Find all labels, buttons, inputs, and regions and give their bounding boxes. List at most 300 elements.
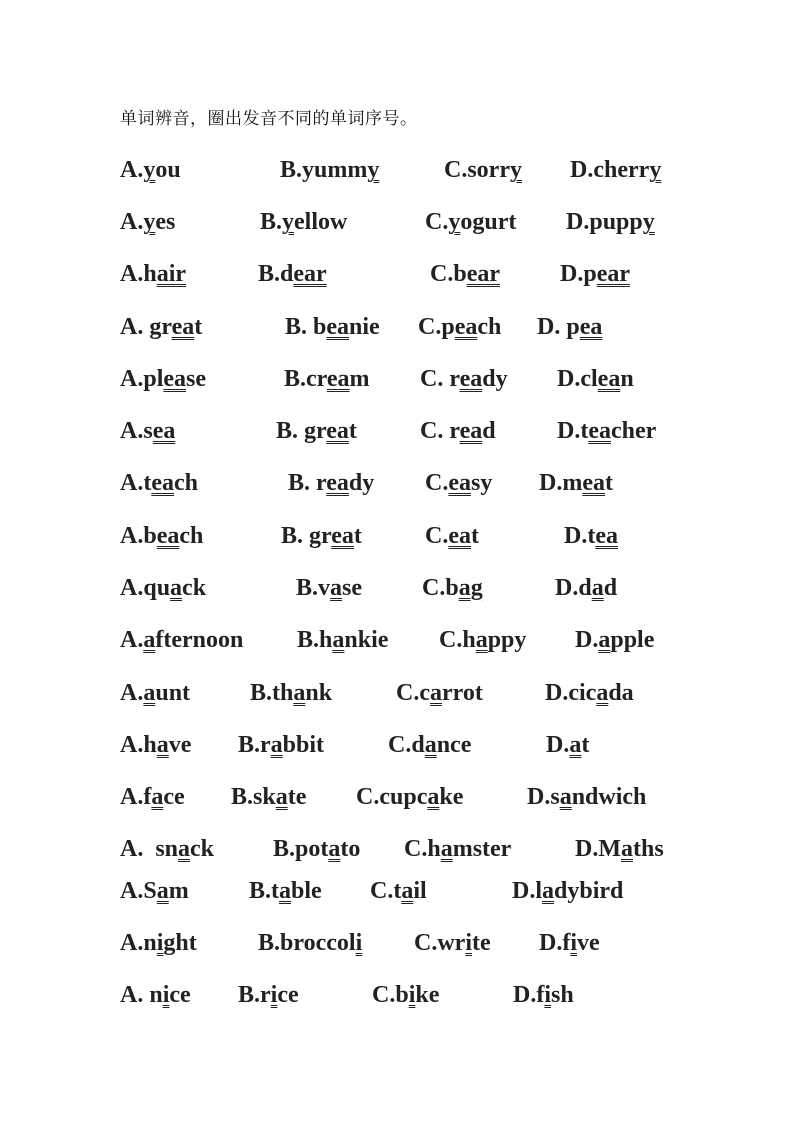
option-b[interactable] xyxy=(238,982,299,1009)
option-prefix: B. xyxy=(296,575,319,601)
word-part: b xyxy=(313,314,327,340)
question-row xyxy=(0,470,794,504)
option-prefix: A. xyxy=(120,157,144,183)
underlined-letters: ag xyxy=(458,575,483,601)
underlined-letters: a xyxy=(598,627,611,653)
underlined-letters: ea xyxy=(588,418,611,444)
option-prefix: A. xyxy=(120,523,144,549)
option-b[interactable] xyxy=(285,314,380,341)
question-row xyxy=(0,982,794,1016)
option-prefix: D. xyxy=(539,470,563,496)
word-part: t xyxy=(471,523,479,549)
question-row xyxy=(0,209,794,243)
underlined-letters: i xyxy=(355,930,363,956)
question-row xyxy=(0,680,794,714)
option-prefix: B. xyxy=(250,680,273,706)
word-part: t xyxy=(587,523,596,549)
option-prefix: A. xyxy=(120,470,144,496)
word-part: mster xyxy=(452,836,512,862)
question-row xyxy=(0,314,794,348)
question-row xyxy=(0,784,794,818)
option-b[interactable] xyxy=(260,209,347,236)
underlined-letters: a xyxy=(293,680,306,706)
option-a[interactable] xyxy=(120,157,181,184)
word-part: b xyxy=(445,575,459,601)
word-part: ndwich xyxy=(571,784,647,810)
word-part: ke xyxy=(439,784,464,810)
option-c[interactable] xyxy=(425,523,479,550)
option-prefix: B. xyxy=(258,930,281,956)
word-part: ve xyxy=(577,930,600,956)
underlined-letters: ea xyxy=(448,523,471,549)
option-prefix: A. xyxy=(120,732,144,758)
word-part: ths xyxy=(633,836,664,862)
word-part: gr xyxy=(309,523,332,549)
option-b[interactable] xyxy=(288,470,374,497)
option-b[interactable] xyxy=(258,930,362,957)
question-row xyxy=(0,732,794,766)
option-a[interactable] xyxy=(120,732,191,759)
option-c[interactable] xyxy=(430,261,500,288)
option-b[interactable] xyxy=(258,261,327,288)
word-part: h xyxy=(319,627,333,653)
word-part: ogurt xyxy=(460,209,517,235)
option-d[interactable] xyxy=(564,523,618,550)
word-part: dy xyxy=(348,470,375,496)
underlined-letters: a xyxy=(178,836,191,862)
question-row xyxy=(0,261,794,295)
option-b[interactable] xyxy=(284,366,370,393)
word-part: s xyxy=(143,418,153,444)
word-part: ck xyxy=(182,575,207,601)
option-prefix: B. xyxy=(297,627,320,653)
option-c[interactable] xyxy=(425,470,492,497)
word-part: sorr xyxy=(467,157,510,183)
option-prefix: B. xyxy=(231,784,254,810)
option-c[interactable] xyxy=(372,982,439,1009)
option-prefix: C. xyxy=(372,982,396,1008)
underlined-letters: ea xyxy=(326,366,350,392)
option-prefix: B. xyxy=(260,209,283,235)
underlined-letters: ea xyxy=(152,418,176,444)
option-b[interactable] xyxy=(280,157,379,184)
option-prefix: D. xyxy=(513,982,537,1008)
underlined-letters: ea xyxy=(454,314,478,340)
word-part: nkie xyxy=(344,627,389,653)
word-part: dybird xyxy=(554,878,624,904)
question-row xyxy=(0,366,794,400)
word-part: ck xyxy=(190,836,215,862)
underlined-letters: a xyxy=(475,627,488,653)
option-prefix: A. xyxy=(120,878,144,904)
underlined-letters: a xyxy=(569,732,582,758)
option-a[interactable] xyxy=(120,627,243,654)
word-part: il xyxy=(413,878,427,904)
option-a[interactable] xyxy=(120,680,190,707)
word-part: th xyxy=(272,680,294,706)
option-c[interactable] xyxy=(388,732,471,759)
underlined-letters: a xyxy=(591,575,604,601)
underlined-letters: y xyxy=(510,157,522,183)
underlined-letters: a xyxy=(328,836,341,862)
word-part: cher xyxy=(611,418,657,444)
option-a[interactable] xyxy=(120,523,203,550)
option-prefix: D. xyxy=(575,836,599,862)
option-c[interactable] xyxy=(439,627,526,654)
option-prefix: C. xyxy=(422,575,446,601)
option-a[interactable] xyxy=(120,261,186,288)
option-c[interactable] xyxy=(425,209,516,236)
word-part: cherr xyxy=(593,157,650,183)
option-c[interactable] xyxy=(404,836,511,863)
word-part: d xyxy=(411,732,425,758)
word-part: h xyxy=(143,732,157,758)
option-prefix: A. xyxy=(120,209,144,235)
underlined-letters: ea xyxy=(579,314,603,340)
word-part: t xyxy=(143,470,152,496)
option-b[interactable] xyxy=(297,627,388,654)
question-row xyxy=(0,575,794,609)
underlined-letters: a xyxy=(170,575,183,601)
word-part: pl xyxy=(143,366,164,392)
word-part: f xyxy=(143,784,152,810)
option-prefix: B. xyxy=(285,314,314,340)
option-prefix: C. xyxy=(414,930,438,956)
option-b[interactable] xyxy=(250,680,332,707)
option-prefix: B. xyxy=(288,470,317,496)
option-prefix: D. xyxy=(537,314,567,340)
word-part: h xyxy=(427,836,441,862)
word-part: t xyxy=(580,418,589,444)
underlined-letters: y xyxy=(143,209,156,235)
option-prefix: C. xyxy=(425,470,449,496)
word-part: dy xyxy=(482,366,508,392)
option-a[interactable] xyxy=(120,470,198,497)
underlined-letters: ea xyxy=(597,366,621,392)
underlined-letters: ea xyxy=(156,523,180,549)
option-prefix: D. xyxy=(566,209,590,235)
option-d[interactable] xyxy=(575,836,664,863)
word-part: ou xyxy=(155,157,181,183)
option-d[interactable] xyxy=(546,732,589,759)
underlined-letters: a xyxy=(440,836,453,862)
underlined-letters: y xyxy=(367,157,380,183)
option-prefix: A. xyxy=(120,366,144,392)
word-part: broccol xyxy=(280,930,356,956)
option-prefix: D. xyxy=(557,418,581,444)
underlined-letters: y xyxy=(448,209,461,235)
underlined-letters: a xyxy=(279,878,292,904)
underlined-letters: ear xyxy=(466,261,501,287)
option-prefix: B. xyxy=(238,732,261,758)
option-prefix: A. xyxy=(120,836,156,862)
option-d[interactable] xyxy=(575,627,654,654)
option-c[interactable] xyxy=(414,930,491,957)
word-part: p xyxy=(566,314,580,340)
underlined-letters: a xyxy=(542,878,555,904)
option-prefix: A. xyxy=(120,314,150,340)
option-prefix: C. xyxy=(425,209,449,235)
word-part: fternoon xyxy=(155,627,244,653)
word-part: r xyxy=(260,732,271,758)
underlined-letters: a xyxy=(430,680,442,706)
word-part: te xyxy=(287,784,307,810)
word-part: ce xyxy=(163,784,185,810)
word-part: ch xyxy=(179,523,204,549)
option-prefix: C. xyxy=(356,784,380,810)
option-prefix: A. xyxy=(120,982,150,1008)
option-prefix: B. xyxy=(258,261,281,287)
word-part: ke xyxy=(415,982,440,1008)
option-a[interactable] xyxy=(120,209,175,236)
word-part: t xyxy=(393,878,402,904)
option-d[interactable] xyxy=(539,930,600,957)
word-part: t xyxy=(271,878,280,904)
option-prefix: C. xyxy=(425,523,449,549)
word-part: t xyxy=(605,470,613,496)
word-part: d xyxy=(280,261,294,287)
instruction-text: 单词辨音，圈出发音不同的单词序号。 xyxy=(120,109,418,129)
word-part: t xyxy=(581,732,590,758)
option-b[interactable] xyxy=(238,732,324,759)
word-part: f xyxy=(536,982,545,1008)
option-d[interactable] xyxy=(537,314,602,341)
option-b[interactable] xyxy=(296,575,362,602)
underlined-letters: a xyxy=(151,784,164,810)
option-a[interactable] xyxy=(120,575,206,602)
option-prefix: A. xyxy=(120,627,144,653)
option-prefix: B. xyxy=(284,366,307,392)
option-prefix: C. xyxy=(418,314,442,340)
word-part: es xyxy=(155,209,176,235)
underlined-letters: a xyxy=(275,784,288,810)
underlined-letters: i xyxy=(270,982,278,1008)
word-part: nce xyxy=(436,732,472,758)
word-part: d xyxy=(603,575,618,601)
option-b[interactable] xyxy=(231,784,306,811)
option-prefix: B. xyxy=(281,523,310,549)
underlined-letters: ea xyxy=(326,418,349,444)
option-a[interactable] xyxy=(120,836,214,863)
question-row xyxy=(0,878,794,912)
option-prefix: A. xyxy=(120,930,144,956)
option-c[interactable] xyxy=(422,575,483,602)
option-a[interactable] xyxy=(120,878,189,905)
question-row xyxy=(0,627,794,661)
word-part: ch xyxy=(477,314,502,340)
word-part: d xyxy=(578,575,592,601)
word-part: pot xyxy=(295,836,329,862)
option-c[interactable] xyxy=(356,784,463,811)
underlined-letters: i xyxy=(465,930,472,956)
option-prefix: B. xyxy=(276,418,305,444)
underlined-letters: y xyxy=(642,209,655,235)
word-part: m xyxy=(349,366,370,392)
underlined-letters: a xyxy=(427,784,440,810)
word-part: l xyxy=(535,878,543,904)
word-part: pple xyxy=(610,627,655,653)
option-d[interactable] xyxy=(566,209,655,236)
option-c[interactable] xyxy=(420,418,496,445)
underlined-letters: a xyxy=(559,784,572,810)
word-part: sn xyxy=(155,836,179,862)
option-d[interactable] xyxy=(545,680,634,707)
option-a[interactable] xyxy=(120,784,185,811)
option-d[interactable] xyxy=(512,878,623,905)
option-a[interactable] xyxy=(120,982,191,1009)
option-d[interactable] xyxy=(570,157,661,184)
underlined-letters: a xyxy=(270,732,283,758)
word-part: ch xyxy=(174,470,198,496)
word-part: s xyxy=(550,784,560,810)
underlined-letters: y xyxy=(649,157,662,183)
option-d[interactable] xyxy=(513,982,574,1009)
underlined-letters: ea xyxy=(459,366,483,392)
word-part: f xyxy=(562,930,571,956)
word-part: cic xyxy=(568,680,597,706)
word-part: m xyxy=(562,470,583,496)
option-prefix: C. xyxy=(420,366,450,392)
option-b[interactable] xyxy=(276,418,357,445)
option-prefix: C. xyxy=(396,680,420,706)
word-part: ve xyxy=(168,732,192,758)
word-part: sh xyxy=(551,982,574,1008)
underlined-letters: i xyxy=(544,982,552,1008)
option-a[interactable] xyxy=(120,314,202,341)
underlined-letters: y xyxy=(282,209,295,235)
option-prefix: C. xyxy=(404,836,428,862)
word-part: S xyxy=(143,878,157,904)
option-a[interactable] xyxy=(120,930,197,957)
word-part: sy xyxy=(471,470,493,496)
option-prefix: A. xyxy=(120,784,144,810)
word-part: h xyxy=(143,261,157,287)
word-part: se xyxy=(342,575,363,601)
word-part: se xyxy=(186,366,207,392)
option-prefix: D. xyxy=(512,878,536,904)
option-a[interactable] xyxy=(120,366,206,393)
word-part: sk xyxy=(253,784,276,810)
word-part: to xyxy=(340,836,361,862)
word-part: c xyxy=(419,680,430,706)
underlined-letters: a xyxy=(143,680,156,706)
question-row xyxy=(0,836,794,870)
word-part: v xyxy=(318,575,331,601)
option-d[interactable] xyxy=(560,261,630,288)
underlined-letters: ea xyxy=(171,314,195,340)
option-prefix: A. xyxy=(120,418,144,444)
word-part: cupc xyxy=(379,784,428,810)
question-row xyxy=(0,157,794,191)
option-prefix: C. xyxy=(388,732,412,758)
word-part: ght xyxy=(163,930,197,956)
word-part: ce xyxy=(277,982,299,1008)
word-part: r xyxy=(449,366,460,392)
option-d[interactable] xyxy=(557,366,634,393)
word-part: p xyxy=(441,314,455,340)
underlined-letters: ea xyxy=(326,314,350,340)
option-prefix: C. xyxy=(439,627,463,653)
option-a[interactable] xyxy=(120,418,175,445)
underlined-letters: i xyxy=(156,930,164,956)
underlined-letters: a xyxy=(424,732,437,758)
word-part: te xyxy=(472,930,491,956)
option-d[interactable] xyxy=(539,470,613,497)
word-part: d xyxy=(482,418,496,444)
option-prefix: C. xyxy=(370,878,394,904)
option-c[interactable] xyxy=(444,157,522,184)
underlined-letters: i xyxy=(408,982,416,1008)
option-prefix: D. xyxy=(575,627,599,653)
word-part: m xyxy=(168,878,189,904)
word-part: pupp xyxy=(589,209,643,235)
word-part: ppy xyxy=(487,627,527,653)
word-part: r xyxy=(260,982,271,1008)
option-b[interactable] xyxy=(273,836,360,863)
word-part: n xyxy=(149,982,163,1008)
option-prefix: A. xyxy=(120,680,144,706)
word-part: gr xyxy=(304,418,327,444)
word-part: ce xyxy=(169,982,191,1008)
option-prefix: B. xyxy=(280,157,303,183)
underlined-letters: ea xyxy=(151,470,174,496)
word-part: b xyxy=(395,982,409,1008)
option-prefix: A. xyxy=(120,261,144,287)
underlined-letters: a xyxy=(143,627,156,653)
underlined-letters: a xyxy=(330,575,343,601)
option-b[interactable] xyxy=(249,878,322,905)
option-b[interactable] xyxy=(281,523,362,550)
option-c[interactable] xyxy=(396,680,483,707)
word-part: t xyxy=(348,418,357,444)
option-c[interactable] xyxy=(418,314,501,341)
option-c[interactable] xyxy=(370,878,427,905)
option-prefix: A. xyxy=(120,575,144,601)
underlined-letters: ea xyxy=(459,418,483,444)
option-prefix: D. xyxy=(564,523,588,549)
word-part: t xyxy=(353,523,362,549)
underlined-letters: ear xyxy=(293,261,327,287)
question-row xyxy=(0,523,794,557)
option-prefix: C. xyxy=(420,418,450,444)
word-part: p xyxy=(583,261,597,287)
word-part: t xyxy=(194,314,203,340)
option-c[interactable] xyxy=(420,366,508,393)
word-part: b xyxy=(453,261,467,287)
option-prefix: D. xyxy=(557,366,581,392)
word-part: da xyxy=(608,680,634,706)
underlined-letters: ea xyxy=(582,470,605,496)
word-part: h xyxy=(462,627,476,653)
question-row xyxy=(0,418,794,452)
word-part: wr xyxy=(437,930,466,956)
word-part: M xyxy=(598,836,621,862)
word-part: r xyxy=(316,470,327,496)
option-prefix: D. xyxy=(527,784,551,810)
underlined-letters: a xyxy=(156,878,169,904)
option-d[interactable] xyxy=(557,418,656,445)
word-part: ble xyxy=(291,878,322,904)
underlined-letters: ea xyxy=(595,523,618,549)
option-d[interactable] xyxy=(555,575,617,602)
option-prefix: D. xyxy=(560,261,584,287)
word-part: n xyxy=(620,366,634,392)
word-part: b xyxy=(143,523,157,549)
word-part: nk xyxy=(305,680,333,706)
word-part: nie xyxy=(349,314,380,340)
underlined-letters: ea xyxy=(331,523,354,549)
option-d[interactable] xyxy=(527,784,646,811)
